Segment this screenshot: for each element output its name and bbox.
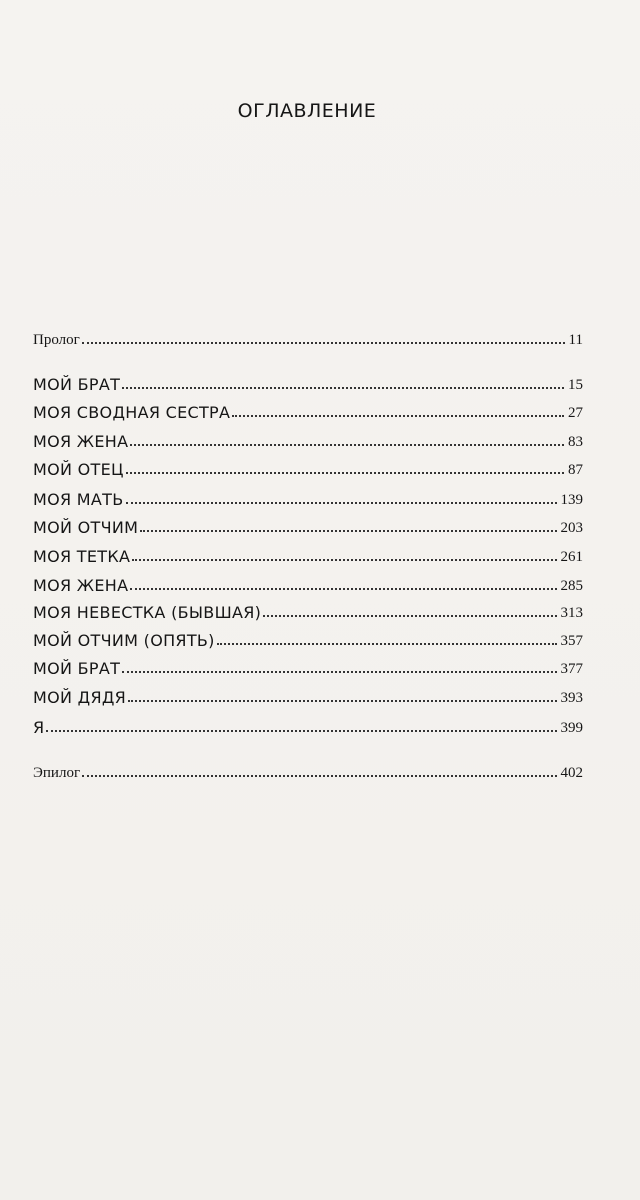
toc-entry-label: МОЯ ЖЕНА: [33, 576, 129, 595]
dot-leader: [263, 615, 556, 617]
dot-leader: [126, 472, 564, 474]
toc-title: ОГЛАВЛЕНИЕ: [237, 100, 377, 122]
dot-leader: [140, 530, 556, 532]
toc-entry-page-number: 377: [560, 661, 583, 677]
dot-leader: [130, 444, 564, 446]
toc-entry: [33, 713, 583, 737]
toc-entry: [33, 398, 583, 422]
toc-entry-label: МОЙ ДЯДЯ: [33, 688, 127, 707]
dot-leader: [132, 559, 556, 561]
toc-entry: [33, 427, 583, 451]
dot-leader: [128, 700, 556, 702]
toc-entry: [33, 325, 583, 349]
toc-entry-label: МОЯ НЕВЕСТКА (БЫВШАЯ): [33, 603, 262, 622]
toc-entry-page-number: 402: [560, 765, 583, 781]
toc-entry-page-number: 313: [560, 605, 583, 621]
toc-entry: [33, 654, 583, 678]
toc-entry-page-number: 261: [560, 549, 583, 565]
dot-leader: [126, 502, 557, 504]
toc-entry-label: МОЯ МАТЬ: [33, 490, 124, 509]
toc-entry-page-number: 83: [568, 434, 583, 450]
toc-entry-label: Пролог: [33, 332, 80, 348]
toc-entry: [33, 626, 583, 650]
toc-entry: [33, 485, 583, 509]
toc-entry-page-number: 203: [560, 520, 583, 536]
toc-entry: [33, 571, 583, 595]
toc-entry-page-number: 285: [560, 578, 583, 594]
toc-entry: [33, 513, 583, 537]
toc-entry-label: МОЯ СВОДНАЯ СЕСТРА: [33, 403, 231, 422]
dot-leader: [122, 387, 564, 389]
toc-entry-label: МОЯ ТЕТКА: [33, 547, 131, 566]
dot-leader: [82, 342, 565, 344]
toc-entry-page-number: 357: [560, 633, 583, 649]
bleed-through-decoration: [80, 830, 580, 1030]
toc-entry-label: Я: [33, 718, 45, 737]
toc-entry-label: МОЙ ОТЕЦ: [33, 460, 124, 479]
toc-entry-page-number: 87: [568, 462, 583, 478]
toc-entry-page-number: 15: [568, 377, 583, 393]
dot-leader: [232, 415, 564, 417]
toc-entry-page-number: 27: [568, 405, 583, 421]
toc-entry-label: МОЙ ОТЧИМ: [33, 518, 139, 537]
dot-leader: [130, 588, 556, 590]
toc-entry-label: МОЙ БРАТ: [33, 659, 121, 678]
dot-leader: [46, 730, 556, 732]
toc-entry-label: МОЯ ЖЕНА: [33, 432, 129, 451]
toc-entry-page-number: 11: [568, 332, 583, 348]
dot-leader: [122, 671, 556, 673]
bleed-through-decoration: [130, 35, 510, 59]
toc-entry-label: Эпилог: [33, 765, 81, 781]
toc-entry-label: МОЙ ОТЧИМ (ОПЯТЬ): [33, 631, 215, 650]
dot-leader: [82, 775, 556, 777]
toc-entry: [33, 598, 583, 622]
toc-entry-page-number: 139: [560, 492, 583, 508]
toc-entry: [33, 542, 583, 566]
toc-entry: [33, 455, 583, 479]
toc-entry: [33, 758, 583, 782]
toc-entry-page-number: 393: [560, 690, 583, 706]
toc-entry-label: МОЙ БРАТ: [33, 375, 121, 394]
toc-entry: [33, 683, 583, 707]
dot-leader: [217, 643, 557, 645]
toc-entry-page-number: 399: [560, 720, 583, 736]
toc-entry: [33, 370, 583, 394]
bleed-through-decoration: [80, 180, 580, 250]
